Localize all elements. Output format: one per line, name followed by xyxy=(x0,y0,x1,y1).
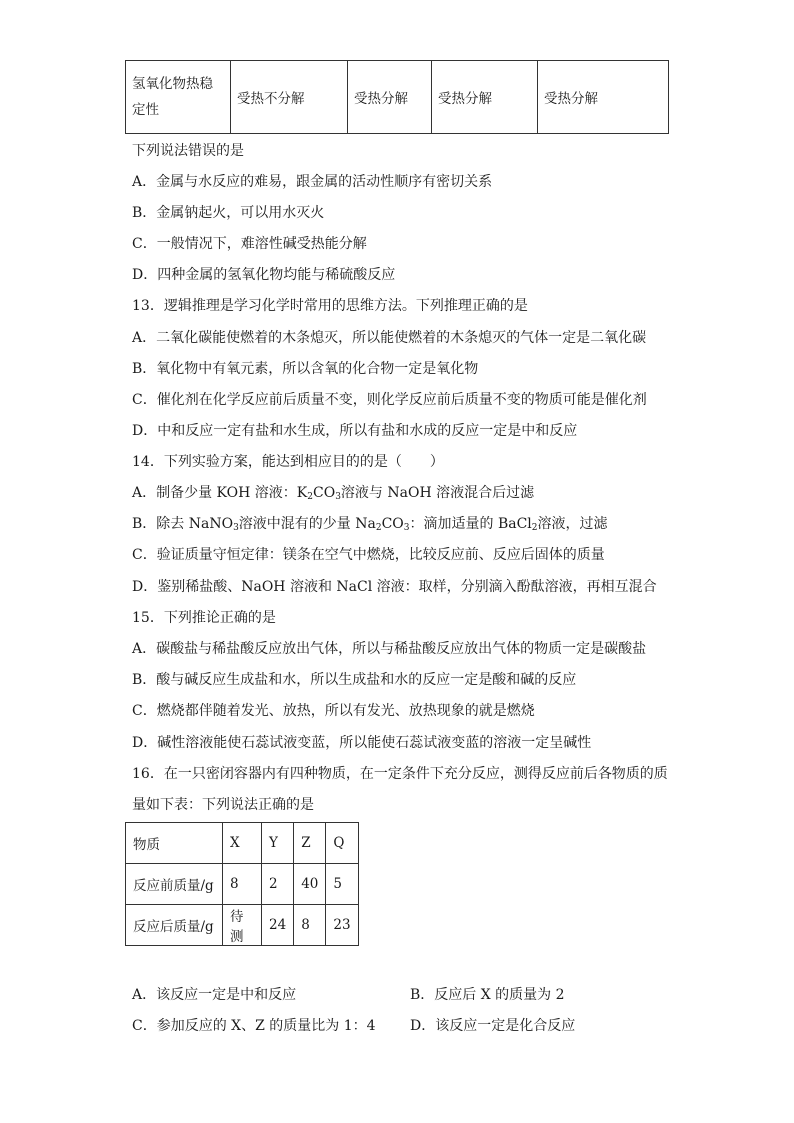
question-stem: 下列说法错误的是 xyxy=(132,143,244,159)
option-c: C．燃烧都伴随着发光、放热，所以有发光、放热现象的就是燃烧 xyxy=(132,703,535,719)
option-c: C．验证质量守恒定律：镁条在空气中燃烧，比较反应前、反应后固体的质量 xyxy=(132,547,605,563)
table-cell: 8 xyxy=(294,905,326,946)
table-header-cell: Z xyxy=(294,823,326,864)
table-cell: 反应后质量/g xyxy=(126,905,223,946)
table-cell: 反应前质量/g xyxy=(126,864,223,905)
option-b: B．酸与碱反应生成盐和水，所以生成盐和水的反应一定是酸和碱的反应 xyxy=(132,672,577,688)
option-c: C．催化剂在化学反应前后质量不变，则化学反应前后质量不变的物质可能是催化剂 xyxy=(132,392,647,408)
table-header-cell: Y xyxy=(262,823,294,864)
table-cell: 受热不分解 xyxy=(231,61,348,134)
option-b: B．金属钠起火，可以用水灭火 xyxy=(132,205,325,221)
question-stem: 14．下列实验方案，能达到相应目的的是（ ） xyxy=(132,454,444,470)
table-row xyxy=(126,61,669,134)
table-cell: 受热分解 xyxy=(348,61,432,134)
table-cell: 氢氧化物热稳定性 xyxy=(126,61,231,134)
option-a: A．碳酸盐与稀盐酸反应放出气体，所以与稀盐酸反应放出气体的物质一定是碳酸盐 xyxy=(132,641,647,657)
option-d: D．四种金属的氢氧化物均能与稀硫酸反应 xyxy=(132,267,396,283)
option-a: A．制备少量 KOH 溶液：$K_2CO_3$溶液与 NaOH 溶液混合后过滤 xyxy=(132,485,535,502)
option-a: A．二氧化碳能使燃着的木条熄灭，所以能使燃着的木条熄灭的气体一定是二氧化碳 xyxy=(132,330,647,346)
option-d: D．中和反应一定有盐和水生成，所以有盐和水成的反应一定是中和反应 xyxy=(132,423,578,439)
question-stem: 15．下列推论正确的是 xyxy=(132,610,276,626)
option-c: C．参加反应的 X、Z 的质量比为 1：4 xyxy=(132,1018,376,1034)
option-b: B．除去 NaNO$_3$溶液中混有的少量 $Na_2CO_3$：滴加适量的 BaCl$_2$溶液，过滤 xyxy=(132,516,608,533)
table-cell: 23 xyxy=(326,905,358,946)
table-cell: 5 xyxy=(326,864,358,905)
properties-table xyxy=(125,60,669,134)
mass-table xyxy=(125,822,359,946)
table-cell: 待测 xyxy=(223,905,262,946)
table-header-cell: X xyxy=(223,823,262,864)
table-row xyxy=(126,864,359,905)
option-d: D．碱性溶液能使石蕊试液变蓝，所以能使石蕊试液变蓝的溶液一定呈碱性 xyxy=(132,735,592,751)
option-b: B．氧化物中有氧元素，所以含氧的化合物一定是氧化物 xyxy=(132,361,479,377)
option-d: D．该反应一定是化合反应 xyxy=(410,1018,576,1034)
table-header-cell: 物质 xyxy=(126,823,223,864)
table-row xyxy=(126,823,359,864)
table-cell: 受热分解 xyxy=(432,61,538,134)
table-header-cell: Q xyxy=(326,823,358,864)
table-row xyxy=(126,905,359,946)
option-c: C．一般情况下，难溶性碱受热能分解 xyxy=(132,236,367,252)
question-stem-cont: 量如下表：下列说法正确的是 xyxy=(132,797,314,813)
option-a: A．金属与水反应的难易，跟金属的活动性顺序有密切关系 xyxy=(132,174,493,190)
option-a: A．该反应一定是中和反应 xyxy=(132,987,297,1003)
question-stem: 13．逻辑推理是学习化学时常用的思维方法。下列推理正确的是 xyxy=(132,298,528,314)
table-cell: 2 xyxy=(262,864,294,905)
option-b: B．反应后 X 的质量为 2 xyxy=(410,987,565,1003)
table-cell: 24 xyxy=(262,905,294,946)
table-cell: 40 xyxy=(294,864,326,905)
option-d: D．鉴别稀盐酸、NaOH 溶液和 NaCl 溶液：取样，分别滴入酚酞溶液，再相互混合 xyxy=(132,579,657,595)
table-cell: 受热分解 xyxy=(538,61,669,134)
table-cell: 8 xyxy=(223,864,262,905)
question-stem: 16．在一只密闭容器内有四种物质，在一定条件下充分反应，测得反应前后各物质的质 xyxy=(132,766,668,782)
